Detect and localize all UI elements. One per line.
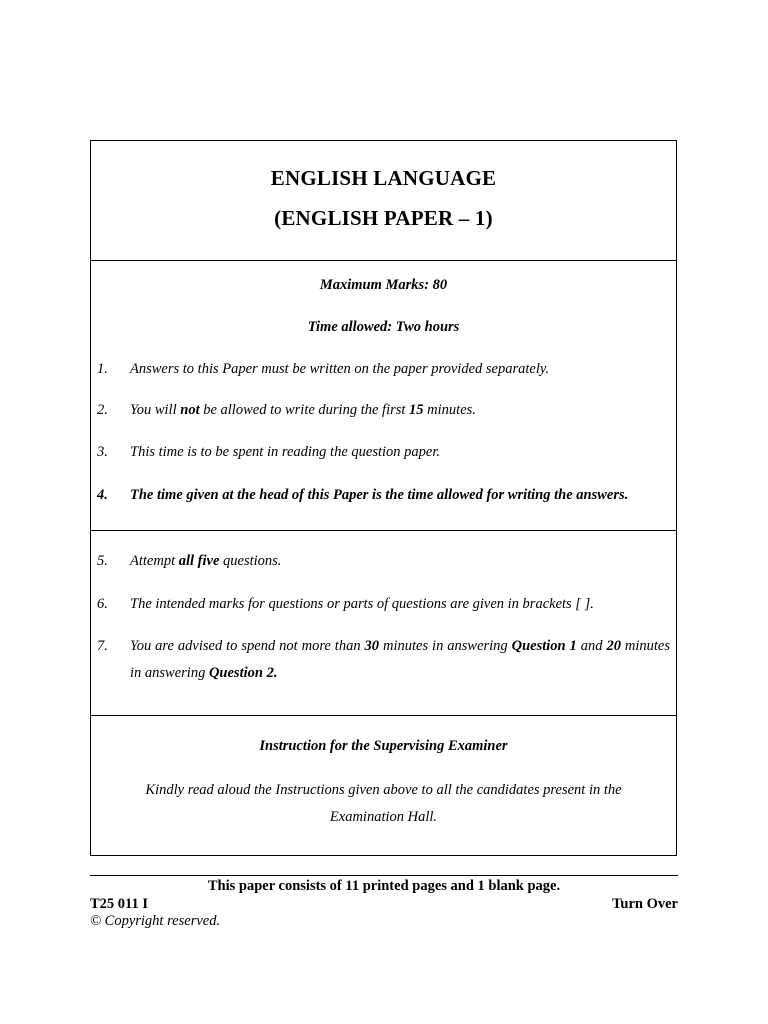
title-section <box>91 141 676 261</box>
instruction-number: 1. <box>97 361 108 377</box>
supervisor-note: Kindly read aloud the Instructions given above to all the candidates present in the Examination Hall. <box>145 782 622 825</box>
instruction-number: 6. <box>97 596 108 612</box>
general-instructions-section <box>91 261 676 531</box>
instruction-text: The intended marks for questions or parts of questions are given in brackets [ ]. <box>130 596 594 612</box>
paper-title: ENGLISH LANGUAGE <box>270 166 497 190</box>
instruction-text: You will not be allowed to write during the first 15 minutes. <box>130 402 476 418</box>
instructions-frame <box>90 140 677 856</box>
footer-divider <box>90 875 678 876</box>
paper-subtitle: (ENGLISH PAPER – 1) <box>274 206 493 230</box>
copyright-notice: © Copyright reserved. <box>90 913 221 929</box>
instruction-number: 3. <box>97 444 108 460</box>
supervisor-section <box>91 716 676 856</box>
instruction-number: 4. <box>97 487 108 503</box>
paper-code: T25 011 I <box>90 896 149 912</box>
instruction-number: 2. <box>97 402 108 418</box>
instruction-text: You are advised to spend not more than 30 minutes in answering Question 1 and 20 minutes in answering Question 2. <box>130 638 671 681</box>
instruction-text: Attempt all five questions. <box>130 553 282 569</box>
supervisor-heading: Instruction for the Supervising Examiner <box>259 738 508 754</box>
max-marks: Maximum Marks: 80 <box>319 277 448 293</box>
instruction-text: This time is to be spent in reading the question paper. <box>130 444 440 460</box>
instruction-text: Answers to this Paper must be written on the paper provided separately. <box>130 361 550 377</box>
time-allowed: Time allowed: Two hours <box>307 319 460 335</box>
turn-over-label: Turn Over <box>612 896 678 912</box>
instruction-text: The time given at the head of this Paper is the time allowed for writing the answers. <box>130 487 629 503</box>
question-instructions-section <box>91 531 676 716</box>
instruction-number: 7. <box>97 638 108 654</box>
instruction-number: 5. <box>97 553 108 569</box>
pages-note: This paper consists of 11 printed pages and 1 blank page. <box>207 878 561 894</box>
